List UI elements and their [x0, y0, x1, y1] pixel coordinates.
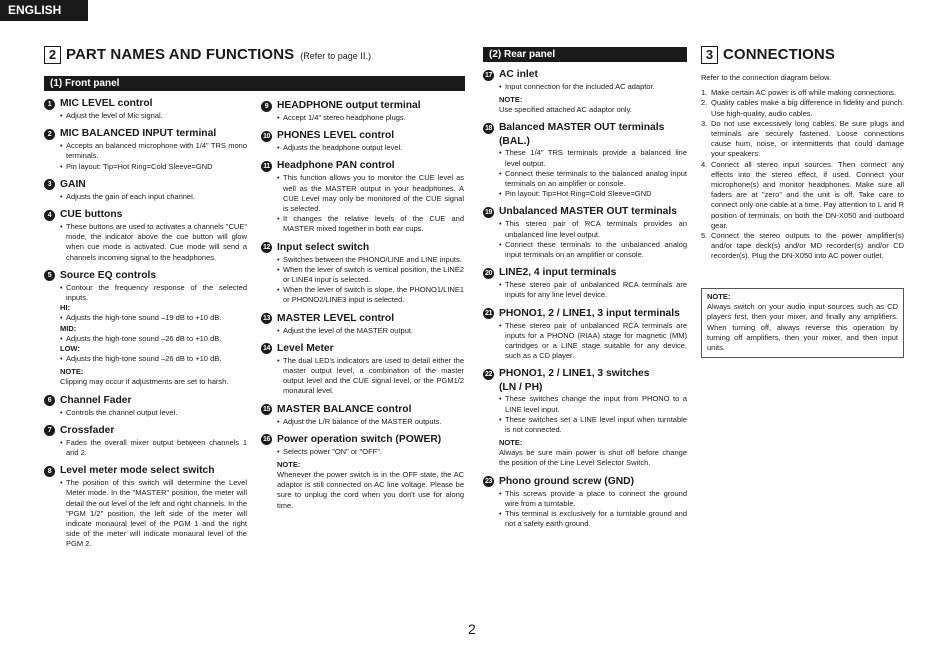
connection-step — [701, 98, 904, 118]
step-text: Quality cables make a big difference in fidelity and punch. Use high-quality, audio cables. — [711, 98, 904, 118]
part-title: Crossfader — [60, 424, 115, 436]
part-number-badge: 1 — [44, 99, 55, 110]
part-description — [44, 478, 247, 549]
part-title-row — [261, 129, 464, 143]
part-number-badge: 11 — [261, 161, 272, 172]
front-panel-column-1 — [44, 97, 247, 556]
part-title-row — [483, 205, 687, 219]
bullet-text: • Contour the frequency response of the selected inputs. — [60, 283, 247, 303]
part-item-20 — [483, 266, 687, 300]
part-item-14 — [261, 342, 464, 397]
part-title-continued: (LN / PH) — [499, 382, 543, 394]
part-title-row — [483, 68, 687, 82]
bullet-text: • Adjusts the gain of each input channel. — [60, 192, 247, 202]
rear-panel-bar: (2) Rear panel — [483, 47, 687, 62]
front-panel-column-2 — [261, 99, 464, 517]
part-title: LINE2, 4 input terminals — [499, 267, 617, 279]
part-number-badge: 5 — [44, 270, 55, 281]
note-label: NOTE: — [499, 95, 523, 105]
bullet-text: • Adjust the level of the MASTER output. — [277, 326, 464, 336]
part-number-badge: 4 — [44, 210, 55, 221]
bullet-text: • These 1/4" TRS terminals provide a balanced line level output. — [499, 148, 687, 168]
part-number-badge: 14 — [263, 345, 270, 353]
part-title: Source EQ controls — [60, 269, 157, 281]
section-title: PART NAMES AND FUNCTIONS — [66, 46, 295, 63]
bullet-text: • Adjust the L/R balance of the MASTER outputs. — [277, 417, 464, 427]
part-description — [44, 192, 247, 202]
part-title-row — [483, 307, 687, 321]
part-title: Power operation switch (POWER) — [277, 433, 442, 445]
bullet-text: • Connect these terminals to the balanced analog input terminals on an amplifier or console. — [499, 169, 687, 189]
part-item-11 — [261, 159, 464, 234]
part-title: Level Meter — [277, 342, 334, 354]
part-description — [44, 408, 247, 418]
part-number-badge: 2 — [44, 129, 55, 140]
step-number: 2. — [701, 98, 708, 108]
bullet-text: • The position of this switch will determine the Level Meter mode. In the "MASTER" position, the meter will detail the out level of the left and right channels. In the "PGM 1/2" position, the left side of the meter will indicate monaural level of the PGM 1 and the right side of the meter will indicate monaural level of the PGM 2. — [60, 478, 247, 549]
bullet-text: • These switches set a LINE level input when turntable is not connected. — [499, 415, 687, 435]
bullet-text: • This screws provide a place to connect the ground wire from a turntable. — [499, 489, 687, 509]
part-description — [483, 280, 687, 300]
bullet-text: • Switches between the PHONO/LINE and LINE inputs. — [277, 255, 464, 265]
part-title-row — [483, 266, 687, 280]
part-number-badge: 8 — [44, 466, 55, 477]
part-title-row — [483, 121, 687, 135]
part-title-row — [483, 475, 687, 489]
part-title: AC inlet — [499, 69, 538, 80]
language-tab: ENGLISH — [0, 0, 88, 21]
part-title-row — [44, 464, 247, 478]
note-label: NOTE: — [499, 438, 523, 448]
connection-step — [701, 119, 904, 160]
part-item-16 — [261, 433, 464, 511]
part-item-13 — [261, 312, 464, 336]
part-item-1 — [44, 97, 247, 121]
part-description — [261, 113, 464, 123]
part-title: Unbalanced MASTER OUT terminals — [499, 206, 677, 218]
part-description — [44, 283, 247, 388]
part-item-22 — [483, 367, 687, 468]
part-title-row — [261, 312, 464, 326]
part-number-badge: 3 — [44, 179, 55, 190]
part-number-badge: 21 — [485, 310, 492, 318]
part-number-badge: 13 — [263, 315, 270, 323]
bullet-text: • These stereo pair of unbalanced RCA terminals are inputs for a PHONO (RIAA) stage for magnetic (MM) cartridges or a LINE stage suitable for any device, such as a CD player. — [499, 321, 687, 362]
part-title: Channel Fader — [60, 394, 132, 406]
note-text: Always switch on your audio input sources such as CD players first, then your mixer, and finally any amplifiers. When turning off, always reverse this operation by turning off amplifiers, then your mixer, and then input units. — [707, 302, 898, 353]
part-title: PHONO1, 2 / LINE1, 3 input terminals — [499, 307, 680, 319]
section-2-header — [44, 46, 371, 64]
bullet-text: • These buttons are used to activates a channels "CUE" mode, the indicator above the cue button will glow when cue mode is activated. Cue mode will send a channels incoming signal to the headphones. — [60, 222, 247, 263]
section-number: 2 — [44, 46, 61, 64]
part-description — [483, 321, 687, 362]
part-number-badge: 7 — [44, 425, 55, 436]
part-item-6 — [44, 394, 247, 418]
step-text: Do not use excessively long cables. Be sure plugs and terminals are securely fastened. Loose connections cause hum, noise, or intermittents that could damage your speakers. — [711, 118, 904, 159]
part-description — [483, 148, 687, 199]
part-description — [44, 222, 247, 263]
part-number-badge: 15 — [263, 406, 270, 414]
part-item-7 — [44, 424, 247, 458]
part-title-row — [44, 127, 247, 141]
page-reference: (Refer to page ⅠⅠ.) — [300, 51, 372, 61]
connections-note-box — [701, 288, 904, 358]
part-title: MIC BALANCED INPUT terminal — [60, 128, 217, 140]
bullet-text: • These switches change the input from PHONO to a LINE level input. — [499, 394, 687, 414]
bullet-text: • When the lever of switch is slope, the PHONO1/LINE1 or PHONO2/LINE3 input is selected. — [277, 285, 464, 305]
part-item-18 — [483, 121, 687, 199]
bullet-text: • Accept 1/4" stereo headphone plugs. — [277, 113, 464, 123]
part-title-row — [261, 342, 464, 356]
part-description — [44, 438, 247, 458]
part-item-10 — [261, 129, 464, 153]
sub-label: LOW: — [60, 344, 80, 354]
front-panel-bar: (1) Front panel — [44, 76, 465, 91]
bullet-text: • Input connection for the included AC adaptor. — [499, 82, 687, 92]
part-description — [261, 356, 464, 397]
part-description — [483, 394, 687, 468]
bullet-text: • Selects power "ON" or "OFF". — [277, 447, 464, 457]
part-number-badge: 12 — [263, 244, 270, 252]
part-description — [44, 141, 247, 172]
bullet-text: • It changes the relative levels of the CUE and MASTER mixed together in both ear cups. — [277, 214, 464, 234]
part-description — [483, 489, 687, 530]
part-title-row — [261, 241, 464, 255]
part-title-row — [44, 424, 247, 438]
part-title: Balanced MASTER OUT terminals — [499, 122, 665, 134]
note-label: NOTE: — [707, 292, 731, 301]
section-number: 3 — [701, 46, 718, 64]
connections-body — [701, 73, 904, 262]
bullet-text: • Adjusts the high-tone sound –26 dB to +10 dB. — [60, 354, 247, 364]
rear-panel-column — [483, 68, 687, 535]
part-item-8 — [44, 464, 247, 549]
sub-label: MID: — [60, 323, 77, 333]
step-text: Make certain AC power is off while making connections. — [711, 88, 896, 98]
part-item-2 — [44, 127, 247, 172]
bullet-text: • This terminal is exclusively for a turntable ground and not a safety earth ground. — [499, 509, 687, 529]
bullet-text: • Controls the channel output level. — [60, 408, 247, 418]
bullet-text: • Adjust the level of Mic signal. — [60, 111, 247, 121]
sub-label: HI: — [60, 303, 70, 313]
section-title: CONNECTIONS — [723, 46, 835, 63]
part-number-badge: 19 — [485, 208, 492, 216]
part-title-row — [261, 403, 464, 417]
note-label: NOTE: — [60, 367, 84, 377]
part-item-15 — [261, 403, 464, 427]
step-number: 4. — [701, 159, 708, 169]
connection-step — [701, 88, 904, 98]
part-item-9 — [261, 99, 464, 123]
part-description — [44, 111, 247, 121]
step-text: Connect all stereo input sources. Then connect any effects into the stereo effect, if used. Connect your microphone(s) and monitor headphones. Make sure all faders are at "zero" and the unit is off. Take care to connect only one cable at a time. Pay attention to L and R position of terminals, on both the DN-X050 and outboard gear. — [711, 159, 904, 230]
connections-intro: Refer to the connection diagram below. — [701, 73, 832, 82]
connection-step — [701, 160, 904, 231]
part-item-21 — [483, 307, 687, 362]
note-label: NOTE: — [277, 460, 301, 470]
part-title: PHONES LEVEL control — [277, 130, 395, 142]
part-description — [261, 326, 464, 336]
part-title: CUE buttons — [60, 209, 123, 221]
part-description — [261, 447, 464, 511]
bullet-text: • This function allows you to monitor the CUE level as well as the MASTER output in your headphones. A CUE Level may only be monitored of the CUE signal is selected. — [277, 173, 464, 214]
part-description — [483, 82, 687, 115]
part-title-row — [261, 99, 464, 113]
part-number-badge: 22 — [485, 370, 492, 378]
part-title: PHONO1, 2 / LINE1, 3 switches — [499, 368, 650, 380]
bullet-text: • Pin layout: Tip=Hot Ring=Cold Sleeve=GND — [499, 189, 687, 199]
bullet-text: • Adjusts the headphone output level. — [277, 143, 464, 153]
bullet-text: • Adjusts the high-tone sound –26 dB to +10 dB. — [60, 334, 247, 344]
part-item-17 — [483, 68, 687, 115]
part-number-badge: 16 — [263, 436, 270, 444]
section-3-header — [701, 46, 835, 64]
part-item-4 — [44, 208, 247, 263]
part-title-continued: (BAL.) — [499, 136, 530, 148]
part-item-5 — [44, 269, 247, 388]
part-title: HEADPHONE output terminal — [277, 100, 421, 111]
page-number: 2 — [468, 621, 476, 637]
part-title-row — [44, 178, 247, 192]
part-title: Level meter mode select switch — [60, 465, 215, 477]
bullet-text: • These stereo pair of unbalanced RCA terminals are inputs for any line level device. — [499, 280, 687, 300]
part-title-row — [44, 208, 247, 222]
part-title-row — [44, 269, 247, 283]
part-title: MASTER LEVEL control — [277, 312, 395, 324]
part-number-badge: 20 — [485, 269, 492, 277]
note-text: Whenever the power switch is in the OFF state, the AC adaptor is still connected on AC line voltage. Please be sure to unplug the cord when you don't use for along time. — [277, 470, 464, 510]
bullet-text: • Adjusts the high-tone sound –19 dB to +10 dB. — [60, 313, 247, 323]
part-title-row — [483, 367, 687, 381]
part-number-badge: 18 — [485, 124, 492, 132]
part-number-badge: 23 — [485, 478, 492, 486]
bullet-text: • Connect these terminals to the unbalanced analog input terminals on an amplifier or console. — [499, 240, 687, 260]
part-item-3 — [44, 178, 247, 202]
part-item-12 — [261, 241, 464, 306]
step-number: 1. — [701, 88, 708, 98]
step-number: 3. — [701, 118, 708, 128]
bullet-text: • Fades the overall mixer output between channels 1 and 2. — [60, 438, 247, 458]
part-item-23 — [483, 475, 687, 530]
part-title: GAIN — [60, 178, 86, 190]
part-number-badge: 9 — [261, 101, 272, 112]
step-number: 5. — [701, 231, 708, 241]
bullet-text: • This stereo pair of RCA terminals provides an unbalanced line level output. — [499, 219, 687, 239]
part-description — [261, 417, 464, 427]
part-number-badge: 10 — [263, 132, 270, 140]
part-title-row — [261, 159, 464, 173]
part-description — [483, 219, 687, 260]
part-title: Phono ground screw (GND) — [499, 475, 635, 487]
bullet-text: • Accepts an balanced microphone with 1/4" TRS mono terminals. — [60, 141, 247, 161]
connections-steps — [701, 88, 904, 261]
bullet-text: • Pin layout: Tip=Hot Ring=Cold Sleeve=GND — [60, 162, 247, 172]
bullet-text: • The dual LED's indicators are used to detail either the master output level, a combination of the master output level and the CUE signal level, or the PGM1/2 monaural level. — [277, 356, 464, 397]
note-text: Use specified attached AC adaptor only. — [499, 105, 632, 115]
note-text: Always be sure main power is shut off before change the position of the Line Level Selector Switch. — [499, 448, 687, 468]
part-title-row — [44, 97, 247, 111]
part-description — [261, 173, 464, 234]
bullet-text: • When the lever of switch is vertical position, the LINE2 or LINE4 input is selected. — [277, 265, 464, 285]
step-text: Connect the stereo outputs to the power amplifier(s) and/or tape deck(s) and/or MD recorder(s) and/or CD recorder(s). Plug the DN-X050 into AC power outlet. — [711, 231, 904, 261]
part-title: Input select switch — [277, 241, 370, 253]
part-item-19 — [483, 205, 687, 260]
part-number-badge: 17 — [485, 71, 492, 79]
part-number-badge: 6 — [44, 395, 55, 406]
part-title: MASTER BALANCE control — [277, 403, 412, 415]
note-text: Clipping may occur if adjustments are set to harsh. — [60, 377, 229, 387]
part-title: Headphone PAN control — [277, 160, 395, 172]
part-description — [261, 255, 464, 306]
part-title: MIC LEVEL control — [60, 98, 153, 109]
connection-step — [701, 231, 904, 262]
part-title-row — [261, 433, 464, 447]
part-title-row — [44, 394, 247, 408]
part-description — [261, 143, 464, 153]
